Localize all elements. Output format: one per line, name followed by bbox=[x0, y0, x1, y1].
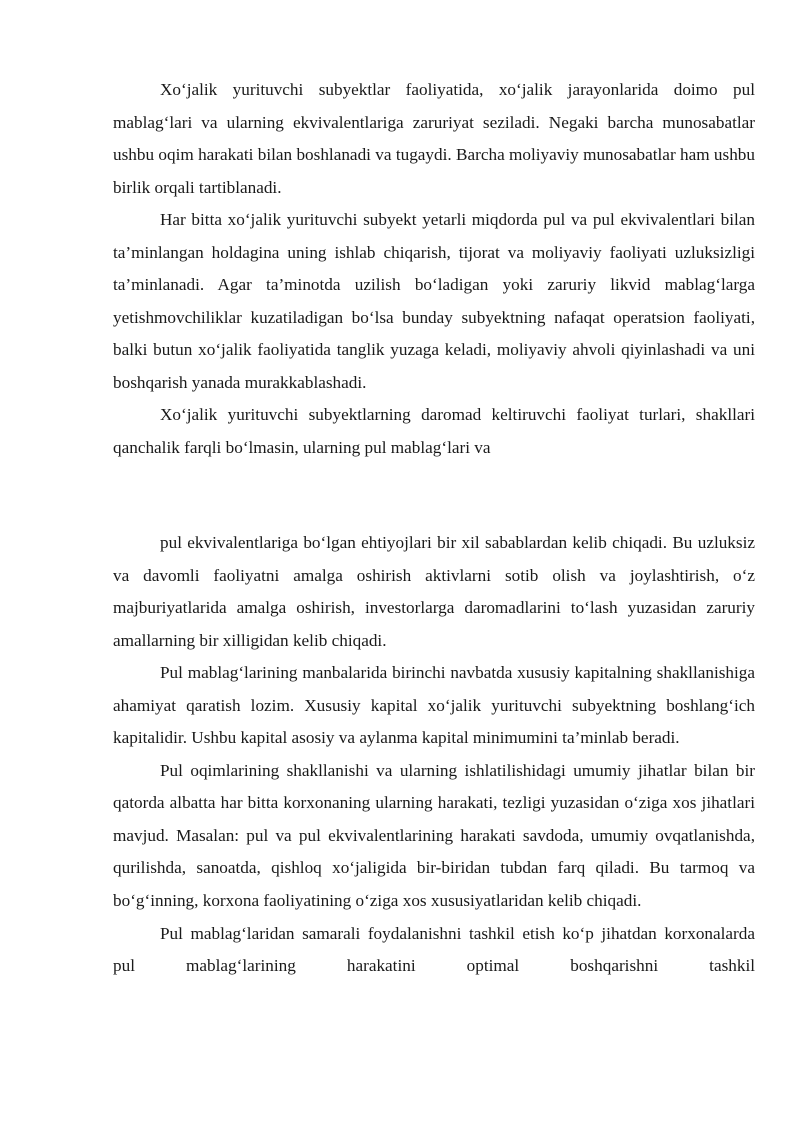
paragraph-6: Pul oqimlarining shakllanishi va ularning ishlatilishidagi umumiy jihatlar bilan bir qatorda albatta har bitta korxonaning ularning harakati, tezligi yuzasidan o‘ziga xos jihatlari mavjud. Masalan: pul va pul ekvivalentlarining harakati savdoda, umumiy ovqatlanishda, qurilishda, sanoatda, qishloq xo‘jaligida bir-biridan tubdan farq qiladi. Bu tarmoq va bo‘g‘inning, korxona faoliyatining o‘ziga xos xususiyatlaridan kelib chiqadi. bbox=[113, 760, 755, 911]
text-block-upper bbox=[113, 74, 755, 465]
paragraph-4: pul ekvivalentlariga bo‘lgan ehtiyojlari bir xil sabablardan kelib chiqadi. Bu uzluksiz va davomli faoliyatni amalga oshirish aktivlarni sotib olish va joylashtirish, o‘z majburiyatlarida amalga oshirish, investorlarga daromadlarini to‘lash yuzasidan zaruriy amallarning bir xilligidan kelib chiqadi. bbox=[113, 533, 755, 650]
text-block-lower bbox=[113, 527, 755, 983]
paragraph-5: Pul mablag‘larining manbalarida birinchi navbatda xususiy kapitalning shakllanishiga ahamiyat qaratish lozim. Xususiy kapital xo‘jalik yurituvchi subyektning boshlang‘ich kapitalidir. Ushbu kapital asosiy va aylanma kapital minimumini ta’minlab beradi. bbox=[113, 663, 755, 748]
paragraph-3: Xo‘jalik yurituvchi subyektlarning daromad keltiruvchi faoliyat turlari, shakllari qanchalik farqli bo‘lmasin, ularning pul mablag‘lari va bbox=[113, 405, 755, 458]
paragraph-2: Har bitta xo‘jalik yurituvchi subyekt yetarli miqdorda pul va pul ekvivalentlari bilan ta’minlangan holdagina uning ishlab chiqarish, tijorat va moliyaviy faoliyati uzluksizligi ta’minlanadi. Agar ta’minotda uzilish bo‘ladigan yoki zaruriy likvid mablag‘larga yetishmovchiliklar kuzatiladigan bo‘lsa bunday subyektning nafaqat operatsion faoliyati, balki butun xo‘jalik faoliyatida tanglik yuzaga keladi, moliyaviy ahvoli qiyinlashadi va uni boshqarish yanada murakkablashadi. bbox=[113, 210, 755, 392]
paragraph-1: Xo‘jalik yurituvchi subyektlar faoliyatida, xo‘jalik jarayonlarida doimo pul mablag‘lari va ularning ekvivalentlariga zaruriyat seziladi. Negaki barcha munosabatlar ushbu oqim harakati bilan boshlanadi va tugaydi. Barcha moliyaviy munosabatlar ham ushbu birlik orqali tartiblanadi. bbox=[113, 80, 755, 197]
paragraph-7: Pul mablag‘laridan samarali foydalanishni tashkil etish ko‘p jihatdan korxonalarda pul mablag‘larining harakatini optimal boshqarishni tashkil bbox=[113, 923, 755, 976]
